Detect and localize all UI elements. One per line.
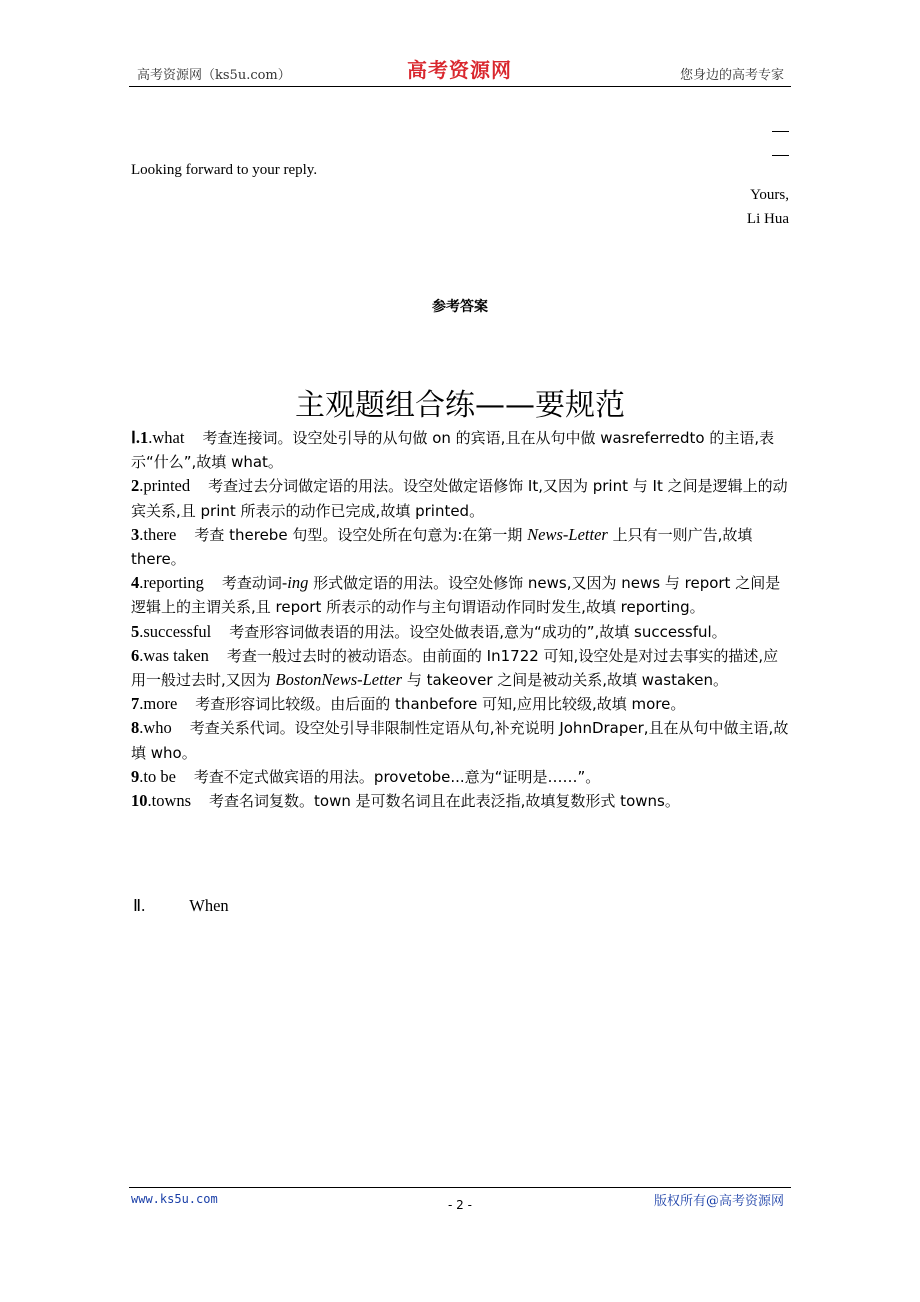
answer-item	[131, 523, 791, 571]
answer-explanation: 考查关系代词。设空处引导非限制性定语从句,补充说明 JohnDraper,且在从句中做主语,故填 who。	[131, 719, 789, 762]
answer-item	[131, 644, 791, 692]
answer-italic-term: News-Letter	[527, 524, 608, 544]
answer-word: .who	[139, 718, 172, 738]
answer-word: .what	[148, 428, 185, 447]
answer-word: .printed	[139, 476, 191, 496]
footer-copyright: 版权所有@高考资源网	[653, 1194, 784, 1209]
section-2	[133, 896, 229, 916]
answer-item	[131, 620, 791, 644]
answer-word: .reporting	[139, 573, 204, 593]
answer-explanation: 考查动词-	[221, 574, 288, 593]
answer-italic-term: ing	[287, 573, 309, 593]
answer-number: 5	[131, 621, 140, 641]
answer-explanation: 考查 therebe 句型。设空处所在句意为:在第一期	[194, 525, 528, 544]
answer-word: .was taken	[139, 645, 209, 665]
answer-item	[131, 426, 791, 474]
answer-item	[131, 474, 791, 522]
answer-number: 9	[131, 766, 140, 786]
reference-answers-title: 参考答案	[432, 299, 488, 315]
footer-divider	[129, 1187, 791, 1188]
answer-explanation: 考查形容词做表语的用法。设空处做表语,意为“成功的”,故填 successful。	[229, 622, 727, 641]
blank-line-1	[772, 131, 789, 132]
answer-number: 3	[131, 524, 140, 544]
answer-word: .towns	[147, 791, 192, 811]
answer-item	[131, 571, 791, 619]
answer-word: .there	[139, 524, 177, 544]
answer-explanation: 考查连接词。设空处引导的从句做 on 的宾语,且在从句中做 wasreferredto 的主语,表示“什么”,故填 what。	[131, 429, 775, 472]
letter-signature: Li Hua	[746, 211, 789, 227]
page-number: - 2 -	[448, 1198, 472, 1212]
answer-explanation: 考查过去分词做定语的用法。设空处做定语修饰 It,又因为 print 与 It 之间是逻辑上的动宾关系,且 print 所表示的动作已完成,故填 printed。	[131, 477, 788, 520]
answer-explanation: 考查名词复数。town 是可数名词且在此表泛指,故填复数形式 towns。	[209, 792, 680, 811]
footer-site-link[interactable]: www.ks5u.com	[131, 1192, 218, 1206]
section-2-label: Ⅱ.	[133, 896, 146, 915]
answer-word: .more	[139, 694, 178, 714]
answer-explanation: 考查不定式做宾语的用法。provetobe...意为“证明是……”。	[193, 767, 601, 786]
letter-signoff: Yours,	[750, 187, 789, 203]
answer-number: 4	[131, 573, 140, 593]
answer-number: 8	[131, 718, 140, 738]
answer-explanation: 与 takeover 之间是被动关系,故填 wastaken。	[402, 671, 729, 690]
header-divider	[129, 86, 791, 87]
answer-number: 2	[131, 476, 140, 496]
answer-item	[131, 765, 791, 789]
answer-item	[131, 716, 791, 764]
answer-word: .to be	[139, 766, 176, 786]
answer-explanation: 考查一般过去时的被动语态。由前面的 In1722 可知,设空处是对过去事实的描述,应用一般过去时,又因为	[131, 646, 779, 690]
letter-closing-line: Looking forward to your reply.	[131, 162, 318, 178]
blank-line-2	[772, 155, 789, 156]
answer-explanation: 形式做定语的用法。设空处修饰 news,又因为 news 与 report 之间是逻辑上的主谓关系,且 report 所表示的动作与主句谓语动作同时发生,故填 reporting。	[131, 574, 781, 617]
header-logo: 高考资源网	[407, 58, 512, 82]
answer-item	[131, 789, 791, 813]
answer-number: 10	[131, 791, 148, 811]
answer-item	[131, 692, 791, 716]
answer-number: 7	[131, 694, 140, 714]
header-slogan: 您身边的高考专家	[679, 68, 784, 83]
answer-number: Ⅰ.1	[131, 428, 149, 447]
page-title: 主观题组合练——要规范	[295, 388, 625, 423]
answer-number: 6	[131, 645, 140, 665]
section-2-text: When	[189, 896, 229, 915]
answer-explanation: 上只有一则广告,故填 there。	[131, 525, 753, 569]
answer-word: .successful	[139, 621, 212, 641]
answer-italic-term: BostonNews-Letter	[275, 670, 403, 690]
answer-explanation: 考查形容词比较级。由后面的 thanbefore 可知,应用比较级,故填 more。	[195, 695, 686, 714]
answer-list	[131, 426, 791, 813]
header-site-name: 高考资源网（ks5u.com）	[137, 68, 291, 83]
